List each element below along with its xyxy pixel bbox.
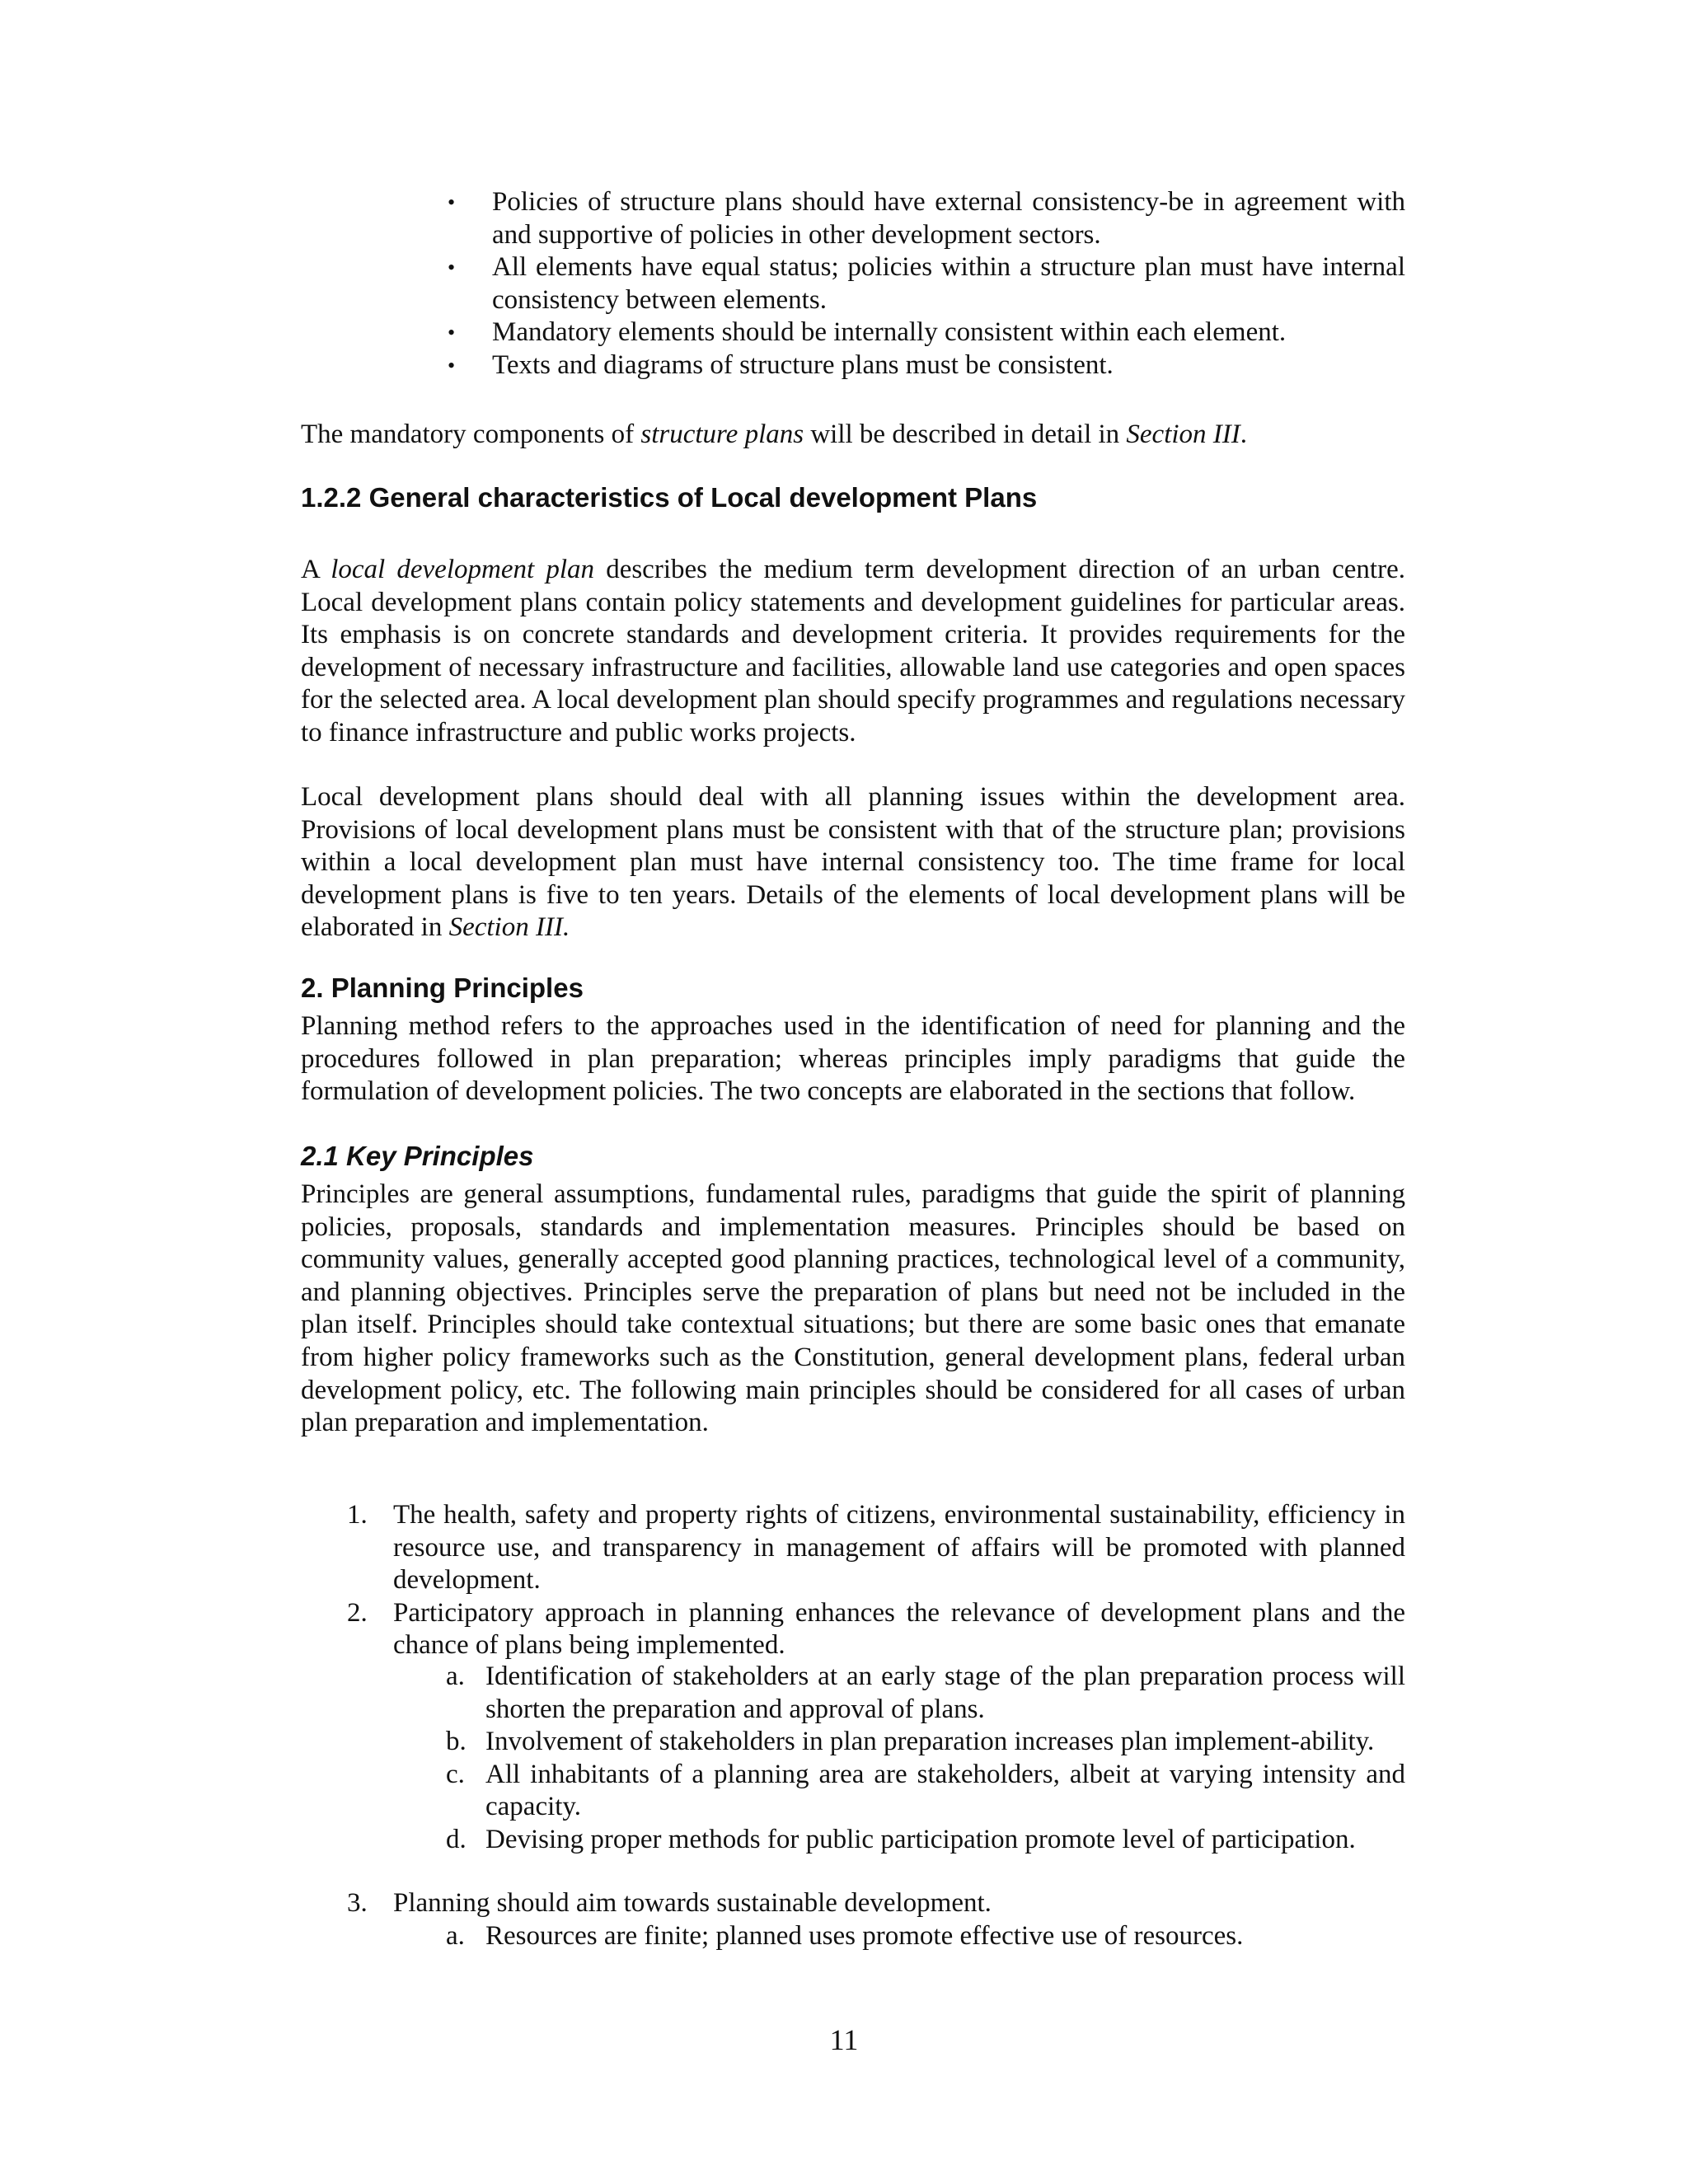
page-number: 11 [829,2023,859,2056]
principle-number: 3. [347,1888,368,1918]
sub-item-letter: c. [446,1759,465,1789]
principles-list [301,1499,1405,1662]
sub-item-text: Devising proper methods for public participation promote level of participation. [485,1824,1356,1854]
bullet-item [301,316,1405,349]
principle-text: The health, safety and property rights of citizens, environmental sustainability, efficiency in resource use, and transparency in management of affairs will be promoted with planned development. [393,1500,1405,1596]
sub-item-letter: a. [446,1921,465,1951]
sub-item-letter: d. [446,1824,467,1854]
sub-item [301,1759,1405,1824]
sub-item-letter: b. [446,1727,467,1757]
section-heading-1-2-2: 1.2.2 General characteristics of Local development Plans [301,482,1038,513]
mandatory-components-paragraph: The mandatory components of structure plans will be described in detail in Section III. [301,419,1248,449]
sub-item [301,1824,1405,1857]
bullet-text: Texts and diagrams of structure plans must be consistent. [492,349,1114,380]
bullet-text: Mandatory elements should be internally consistent within each element. [492,317,1287,348]
planning-principles-paragraph: Planning method refers to the approaches used in the identification of need for planning and the procedures followed in plan preparation; whereas principles imply paradigms that guide the formulation of development policies. The two concepts are elaborated in the sections that follow. [301,1011,1405,1107]
sub-item-text: All inhabitants of a planning area are stakeholders, albeit at varying intensity and capacity. [485,1759,1405,1822]
local-development-plan-paragraph-2: Local development plans should deal with all planning issues within the development area. Provisions of local development plans must be consistent with that of the structure plan; provisions within a local development plan must have internal consistency too. The time frame for local development plans is five to ten years. Details of the elements of local development plans will be elaborated in Section III. [301,782,1405,943]
principle-number: 1. [347,1500,368,1530]
consistency-bullet-list [301,186,1405,382]
principle-item [301,1597,1405,1662]
bullet-icon: • [448,353,456,377]
bullet-icon: • [448,190,456,214]
sub-item [301,1920,1405,1953]
sub-item-text: Identification of stakeholders at an early stage of the plan preparation process will shorten the preparation and approval of plans. [485,1661,1405,1724]
bullet-item [301,186,1405,251]
principles-list-continued [301,1887,1405,1920]
principle-2-subitems [301,1661,1405,1857]
sub-item-text: Resources are finite; planned uses promote effective use of resources. [485,1921,1244,1951]
bullet-text: All elements have equal status; policies within a structure plan must have internal consistency between elements. [492,252,1405,315]
sub-item [301,1726,1405,1759]
bullet-text: Policies of structure plans should have external consistency-be in agreement with and supportive of policies in other development sectors. [492,187,1405,250]
section-heading-2: 2. Planning Principles [301,972,584,1003]
sub-item-letter: a. [446,1661,465,1691]
bullet-item [301,349,1405,382]
bullet-item [301,251,1405,316]
sub-item-text: Involvement of stakeholders in plan preparation increases plan implement-ability. [485,1727,1375,1757]
principle-item [301,1887,1405,1920]
bullet-icon: • [448,255,456,280]
principle-number: 2. [347,1597,368,1628]
principle-3-subitems [301,1920,1405,1953]
key-principles-paragraph: Principles are general assumptions, fundamental rules, paradigms that guide the spirit of planning policies, proposals, standards and implementation measures. Principles should be based on community values, generally accepted good planning practices, technological level of a community, and planning objectives. Principles serve the preparation of plans but need not be included in the plan itself. Principles should take contextual situations; but there are some basic ones that emanate from higher policy frameworks such as the Constitution, general development plans, federal urban development policy, etc. The following main principles should be considered for all cases of urban plan preparation and implementation. [301,1179,1405,1438]
principle-text: Participatory approach in planning enhances the relevance of development plans and the chance of plans being implemented. [393,1597,1405,1661]
sub-item [301,1661,1405,1726]
section-heading-2-1: 2.1 Key Principles [301,1141,534,1171]
principle-text: Planning should aim towards sustainable development. [393,1888,992,1918]
principle-item [301,1499,1405,1597]
bullet-icon: • [448,321,456,345]
local-development-plan-paragraph: A local development plan describes the medium term development direction of an urban centre. Local development plans contain policy statements and development guidelines for particular areas. Its emphasis is on concrete standards and development criteria. It provides requirements for the development of necessary infrastructure and facilities, allowable land use categories and open spaces for the selected area. A local development plan should specify programmes and regulations necessary to finance infrastructure and public works projects. [301,555,1405,748]
